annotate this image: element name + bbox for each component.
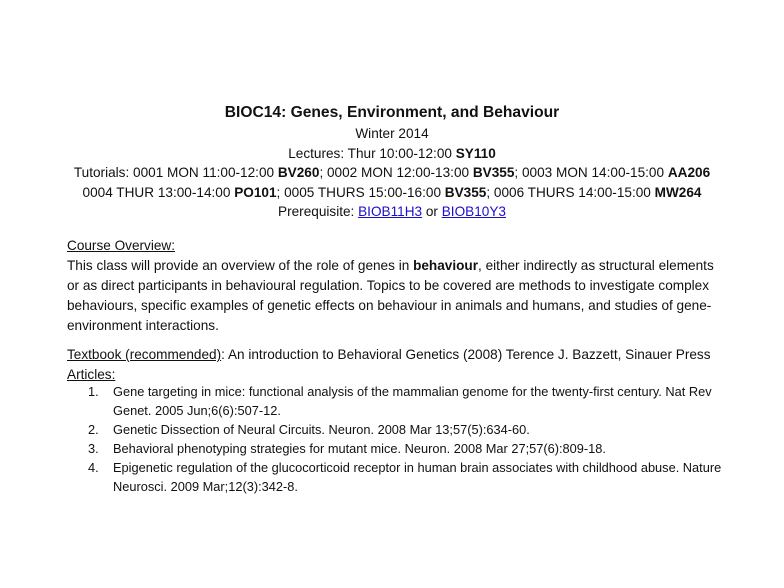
tutorial-text: ; 0003 MON 14:00-15:00 [514,165,668,181]
tutorial-room: BV355 [472,165,515,181]
tutorial-text: Tutorials: 0001 MON 11:00-12:00 [73,165,278,181]
list-item-text: Gene targeting in mice: functional analysis of the mammalian genome for the twenty-first century. Nat Rev Genet. 2005 Jun;6(6):507-12. [113,384,712,418]
tutorial-text: 0004 THUR 13:00-14:00 [82,184,235,200]
prerequisite-link-biob10y3[interactable]: BIOB10Y3 [441,204,506,220]
articles-heading: Articles: [67,367,116,382]
tutorial-room: BV355 [444,184,487,200]
tutorials-line-1 [0,163,784,183]
list-item-text: Genetic Dissection of Neural Circuits. Neuron. 2008 Mar 13;57(5):634-60. [113,422,530,437]
list-item [88,439,728,458]
tutorial-room: MW264 [654,184,702,200]
textbook-line [67,345,747,365]
course-overview [67,236,727,336]
tutorials-line-2 [0,183,784,203]
list-item [88,458,728,496]
list-item-number: 2. [88,422,99,437]
course-header [0,102,784,222]
list-item [88,382,728,420]
tutorial-text: ; 0005 THURS 15:00-16:00 [276,184,445,200]
lecture-room: SY110 [455,145,496,161]
overview-bold-word: behaviour [413,258,479,273]
prerequisite-label: Prerequisite: [278,204,359,220]
prerequisite-or: or [422,204,442,220]
overview-text: This class will provide an overview of the role of genes in [67,258,414,273]
lecture-time: Lectures: Thur 10:00-12:00 [288,145,456,161]
textbook-section [67,345,747,385]
textbook-text: : An introduction to Behavioral Genetics (2008) Terence J. Bazzett, Sinauer Press [221,347,711,362]
list-item-text: Behavioral phenotyping strategies for mutant mice. Neuron. 2008 Mar 27;57(6):809-18. [113,441,606,456]
articles-list [88,382,728,496]
tutorial-text: ; 0002 MON 12:00-13:00 [319,165,473,181]
tutorial-text: ; 0006 THURS 14:00-15:00 [486,184,655,200]
tutorial-room: BV260 [277,165,320,181]
overview-text: , either indirectly as structural elements or as direct participants in behavioural regulation. Topics to be covered are methods to investigate complex behaviours, specific examples of genetic effects on behaviour in animals and humans, and studies of gene-environment interactions. [67,258,714,333]
list-item-number: 3. [88,441,99,456]
list-item-number: 4. [88,460,99,475]
list-item-number: 1. [88,384,99,399]
list-item [88,420,728,439]
tutorial-room: PO101 [234,184,277,200]
lecture-info [0,144,784,164]
textbook-label: Textbook (recommended) [67,347,222,362]
tutorial-room: AA206 [667,165,711,181]
course-term: Winter 2014 [355,126,429,141]
course-title: BIOC14: Genes, Environment, and Behaviour [224,104,560,121]
overview-paragraph [67,256,727,336]
prerequisite-link-biob11h3[interactable]: BIOB11H3 [358,204,423,220]
overview-heading: Course Overview: [67,238,176,253]
prerequisite-line [0,202,784,222]
list-item-text: Epigenetic regulation of the glucocorticoid receptor in human brain associates with childhood abuse. Nature Neurosci. 2009 Mar;12(3):342-8. [113,460,722,494]
